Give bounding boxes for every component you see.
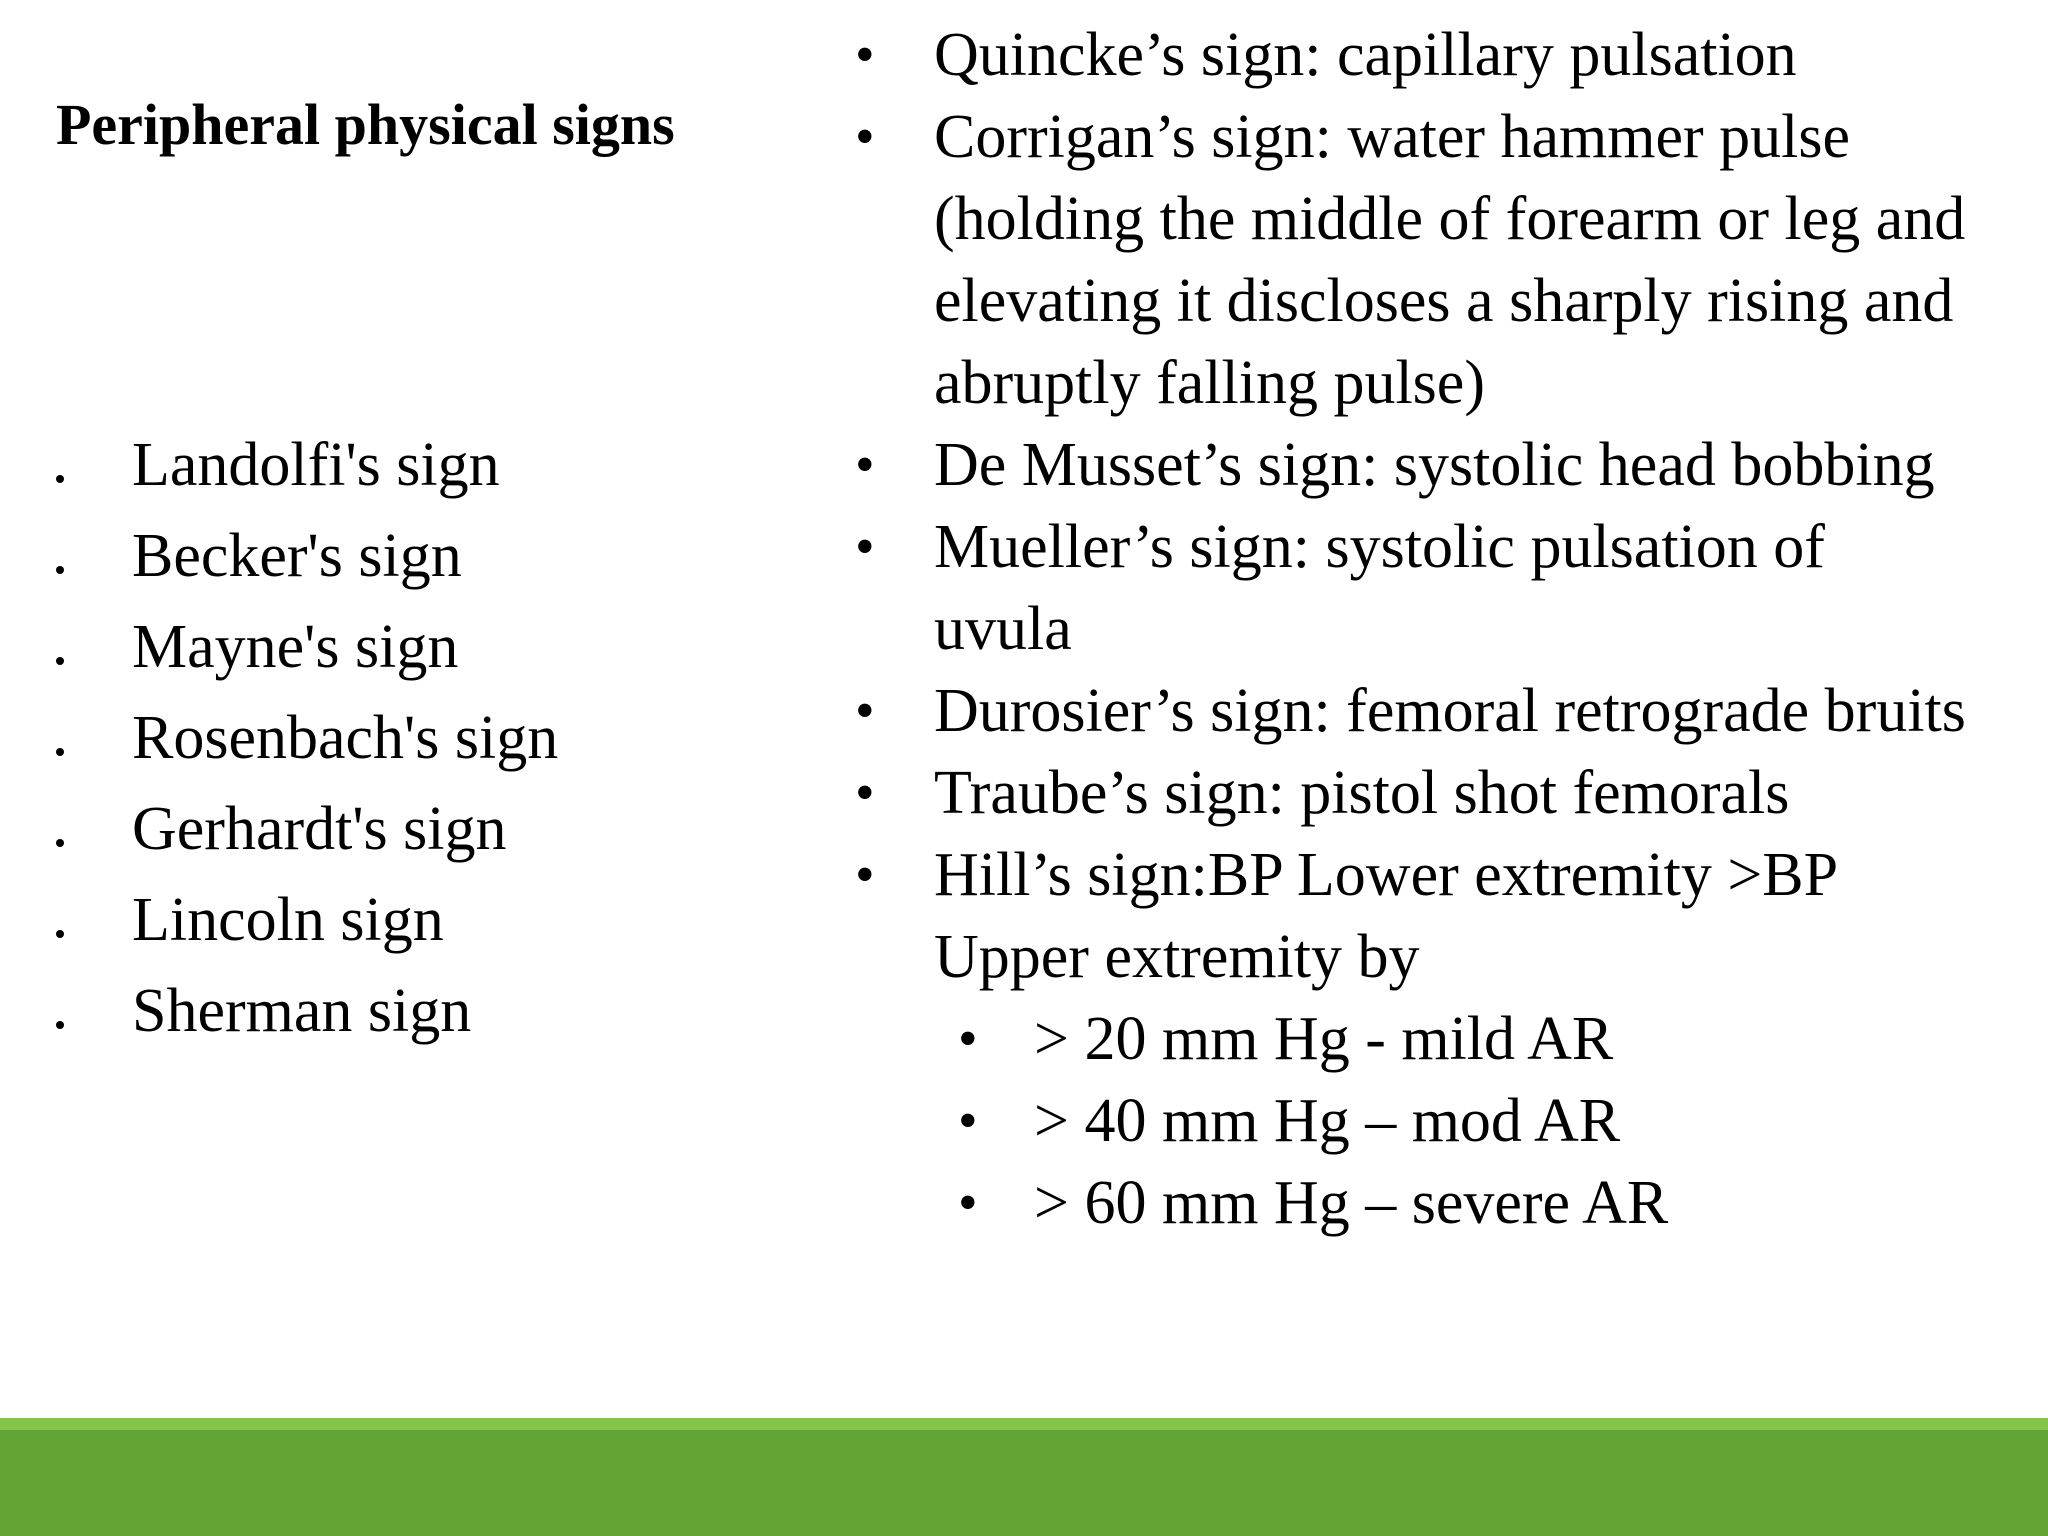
bullet-icon: •	[855, 762, 875, 824]
list-item-right-sign	[0, 506, 1974, 670]
left-sign-label: Sherman sign	[132, 977, 472, 1045]
left-sign-label: Lincoln sign	[132, 886, 444, 954]
right-sign-text: Durosier’s sign: femoral retrograde bruits	[934, 677, 1966, 745]
hills-grade-list	[934, 998, 1974, 1244]
list-item-right-sign	[0, 670, 1974, 752]
list-item-hills-grade	[958, 1162, 1974, 1244]
bullet-icon: •	[958, 1090, 978, 1152]
footer-band	[0, 1418, 2048, 1536]
right-sign-text: Mueller’s sign: systolic pulsation of uvula	[934, 513, 1825, 663]
right-sign-text: Traube’s sign: pistol shot femorals	[934, 759, 1790, 827]
right-sign-text: Quincke’s sign: capillary pulsation	[934, 21, 1797, 89]
left-sign-label: Gerhardt's sign	[132, 795, 507, 863]
bullet-icon: •	[855, 680, 875, 742]
right-sign-text: Corrigan’s sign: water hammer pulse (holding the middle of forearm or leg and elevating it discloses a sharply rising and abruptly falling pulse)	[934, 103, 1966, 417]
left-sign-label: Landolfi's sign	[132, 431, 500, 499]
bullet-icon: •	[855, 106, 875, 168]
slide-title: Peripheral physical signs	[56, 92, 675, 157]
list-item-hills-grade	[958, 1080, 1974, 1162]
hills-grade-text: > 20 mm Hg - mild AR	[1034, 1005, 1614, 1073]
list-item-right-sign	[0, 14, 1974, 96]
bullet-icon: •	[855, 516, 875, 578]
bullet-icon: •	[958, 1172, 978, 1234]
footer-accent-line	[0, 1418, 2048, 1430]
hills-grade-text: > 60 mm Hg – severe AR	[1034, 1169, 1669, 1237]
list-item-right-sign	[0, 424, 1974, 506]
right-sign-text: De Musset’s sign: systolic head bobbing	[934, 431, 1935, 499]
bullet-icon: •	[855, 844, 875, 906]
bullet-icon: •	[855, 24, 875, 86]
right-sign-text: Hill’s sign:BP Lower extremity >BP Upper extremity by	[934, 841, 1836, 991]
list-item-right-sign	[0, 834, 1974, 1244]
list-item-right-sign	[0, 96, 1974, 424]
right-signs-list	[0, 14, 1974, 1244]
hills-grade-text: > 40 mm Hg – mod AR	[1034, 1087, 1621, 1155]
bullet-icon: •	[958, 1008, 978, 1070]
list-item-hills-grade	[958, 998, 1974, 1080]
left-sign-label: Becker's sign	[132, 522, 462, 590]
bullet-icon: •	[855, 434, 875, 496]
left-sign-label: Mayne's sign	[132, 613, 459, 681]
list-item-right-sign	[0, 752, 1974, 834]
left-sign-label: Rosenbach's sign	[132, 704, 559, 772]
